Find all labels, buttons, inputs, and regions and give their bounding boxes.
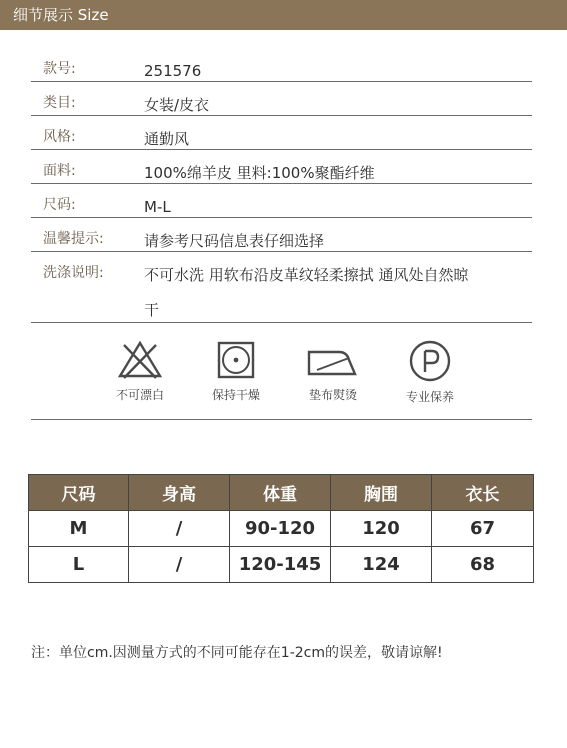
spec-row-size (31, 194, 532, 218)
table-cell: 90-120 (230, 511, 331, 547)
table-cell: 120 (331, 511, 432, 547)
care-professional (385, 340, 475, 408)
spec-row-category (31, 92, 532, 116)
spec-value: 通勤风 (144, 130, 190, 148)
care-divider (31, 419, 532, 420)
height-header-cell: 身高 (129, 475, 230, 511)
spec-value: 请参考尺码信息表仔细选择 (144, 232, 325, 250)
professional-dry-clean-icon (408, 340, 452, 382)
spec-row-material (31, 160, 532, 184)
spec-label: 洗涤说明: (43, 265, 104, 281)
size-table (28, 474, 534, 583)
table-cell: 68 (432, 547, 534, 583)
size-table-header-row (29, 475, 534, 511)
measurement-note: 注：单位cm.因测量方式的不同可能存在1-2cm的误差，敬请谅解! (31, 645, 443, 661)
spec-value: 251576 (144, 62, 202, 80)
care-label: 专业保养 (405, 390, 454, 404)
header-bar (0, 0, 567, 30)
weight-header-cell: 体重 (230, 475, 331, 511)
care-iron-with-cloth (288, 340, 378, 408)
bust-header-cell: 胸围 (331, 475, 432, 511)
spec-row-style (31, 126, 532, 150)
spec-value: 100%绵羊皮 里料:100%聚酯纤维 (144, 164, 375, 182)
care-keep-dry (191, 340, 281, 408)
iron-with-cloth-icon (305, 340, 361, 380)
table-cell: / (129, 547, 230, 583)
table-row (29, 511, 534, 547)
length-header-cell: 衣长 (432, 475, 534, 511)
spec-label: 温馨提示: (43, 231, 104, 247)
care-no-bleach (95, 340, 185, 408)
spec-value-continued: 干 (144, 301, 160, 319)
spec-row-style-no (31, 60, 532, 82)
size-header-cell: 尺码 (29, 475, 129, 511)
table-cell: 67 (432, 511, 534, 547)
spec-label: 尺码: (43, 197, 76, 213)
table-cell: 124 (331, 547, 432, 583)
spec-label: 类目: (43, 95, 76, 111)
care-label: 垫布熨烫 (308, 388, 357, 402)
header-title: 细节展示 Size (13, 6, 109, 24)
spec-row-wash (31, 262, 532, 323)
table-cell: / (129, 511, 230, 547)
spec-value: 女装/皮衣 (144, 96, 210, 114)
table-cell: 120-145 (230, 547, 331, 583)
table-cell: M (29, 511, 129, 547)
no-bleach-icon (117, 340, 163, 380)
care-label: 不可漂白 (115, 388, 164, 402)
spec-value: M-L (144, 198, 171, 216)
spec-label: 风格: (43, 129, 76, 145)
table-row (29, 547, 534, 583)
tumble-dry-icon (216, 340, 256, 380)
spec-value: 不可水洗 用软布沿皮革纹轻柔擦拭 通风处自然晾 (144, 266, 469, 284)
table-cell: L (29, 547, 129, 583)
spec-label: 面料: (43, 163, 76, 179)
spec-row-tips (31, 228, 532, 252)
spec-label: 款号: (43, 61, 76, 77)
care-label: 保持干燥 (211, 388, 260, 402)
